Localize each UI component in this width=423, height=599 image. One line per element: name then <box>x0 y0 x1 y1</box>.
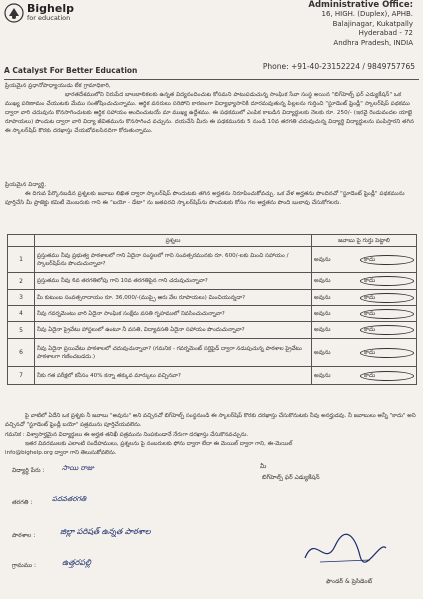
brand-name: Bighelp <box>27 2 74 15</box>
question-text: ప్రస్తుతము నీవు 6వ తరగతిలోపు గాని 10వ తరగతిపైన గాని చదువుచున్నావా? <box>35 273 312 290</box>
student-name-value[interactable]: సాయి రాజు <box>62 464 94 472</box>
answer-cell <box>312 247 417 273</box>
bighelp-logo-icon <box>4 3 24 23</box>
question-text: మీ కుటుంబ సంవత్సరాదాయం రూ. 36,000/-(ముప్పై ఆరు వేల రూపాయలు) మించియున్నదా? <box>35 290 312 306</box>
table-header-row <box>8 235 417 247</box>
answer-yes[interactable]: అవును <box>314 327 331 333</box>
office-line: 16, HIGH. (Duplex), APHB. <box>321 10 413 19</box>
salutation-student: ప్రియమైన విద్యార్థి, <box>5 182 47 188</box>
table-row <box>8 290 417 306</box>
answer-yes[interactable]: అవును <box>314 310 331 317</box>
office-address <box>263 1 413 48</box>
handwritten-signature-icon <box>300 528 390 570</box>
answer-no-circled[interactable]: కాదు <box>360 276 414 286</box>
answer-yes[interactable]: అవును <box>314 294 331 301</box>
table-row <box>8 322 417 339</box>
column-header-questions: ప్రశ్నలు <box>35 235 312 247</box>
answer-no-circled[interactable]: కాదు <box>360 325 414 335</box>
question-text: నీవు ఏదైనా ప్రయివేటు పాఠశాలలో చదువుచున్నావా? (గమనిక - గవర్నమెంట్ సర్టిఫైడ్ ద్వారా నడుపుచున్న పాఠశాల ప్రైవేటు పాఠశాలగా గణించబడదు.) <box>35 339 312 367</box>
answer-no-circled[interactable]: కాదు <box>360 371 414 381</box>
village-value[interactable]: ఉత్తరపల్లి <box>62 558 91 567</box>
question-text: నీకు గత పరీక్షలో కనీసం 40% కన్నా తక్కువ మార్కులు వచ్చినవా? <box>35 367 312 385</box>
answer-cell <box>312 322 417 339</box>
footer-contact: ఇతర వివరములకు ఎలాంటి సందేహములు, ప్రశ్నలను పై నంబరులకు ఫోను ద్వారా లేదా ఈ మెయిల్ ద్వారా గాని, ఈ-మెయిల్ <box>25 441 293 447</box>
table-row <box>8 306 417 322</box>
answer-no-circled[interactable]: కాదు <box>360 255 414 265</box>
row-number: 4 <box>8 306 35 322</box>
row-number: 7 <box>8 367 35 385</box>
signature-org: బిగ్‌హెల్ప్ ఫర్ ఎడ్యుకేషన్ <box>262 474 320 481</box>
header-divider <box>4 79 419 80</box>
class-label: తరగతి : <box>12 499 33 506</box>
brand-subtitle: for education <box>27 14 71 22</box>
row-number: 1 <box>8 247 35 273</box>
answer-cell <box>312 339 417 367</box>
answer-cell <box>312 273 417 290</box>
answer-cell <box>312 306 417 322</box>
answer-yes[interactable]: అవును <box>314 256 331 263</box>
letter-section-student <box>5 181 417 208</box>
office-line: Hyderabad - 72 <box>358 29 413 38</box>
question-text: నీవు ఏదైనా ప్రైవేటు హాస్టలులో ఉంటూ నీ వసతి, విద్యావసతి ఏదైనా సహాయం పొందుచున్నావా? <box>35 322 312 339</box>
office-title: Administrative Office: <box>308 0 413 10</box>
column-header-answer: జవాబు పై గుర్తు పెట్టాలి <box>312 235 417 247</box>
school-value[interactable]: జిల్లా పరిషత్ ఉన్నత పాఠశాల <box>60 527 151 536</box>
salutation-headmaster: ప్రియమైన ప్రధానోపాధ్యాయుడు లేక గ్రామాధికారి, <box>5 83 111 89</box>
table-row <box>8 247 417 273</box>
signature-greeting: మీ <box>260 463 267 470</box>
answer-no-circled[interactable]: కాదు <box>360 309 414 319</box>
office-line: Andhra Pradesh, INDIA <box>333 38 413 47</box>
table-row <box>8 367 417 385</box>
signature-title: ఫౌండర్ & ప్రెసిడెంట్ <box>326 578 373 585</box>
answer-yes[interactable]: అవును <box>314 278 331 284</box>
class-value[interactable]: పదవతరగతి <box>52 495 87 503</box>
answer-cell <box>312 367 417 385</box>
student-name-label: విద్యార్థి పేరు : <box>12 467 45 474</box>
row-number: 6 <box>8 339 35 367</box>
question-text: ప్రస్తుతము నీవు ప్రభుత్వ పాఠశాలలో గాని ఏదైనా సంస్థలలో గాని సంవత్సరమునకు రూ. 600/-లకు మించి సహాయం / స్కాలర్‌షిప్‌ను పొందుచున్నావా? <box>35 247 312 273</box>
office-phone: Phone: +91-40-23152224 / 9849757765 <box>262 62 415 71</box>
row-number: 3 <box>8 290 35 306</box>
eligibility-table <box>7 234 417 385</box>
office-line: Balajinagar, Kukatpally <box>332 19 413 28</box>
question-text: నీవు గవర్నమెంటు వారి ఏదైనా సాంఘిక సంక్షేమ వసతి గృహములో నివసించుచున్నావా? <box>35 306 312 322</box>
answer-no-circled[interactable]: కాదు <box>360 348 414 358</box>
footer-note: గమనిక : విశ్వాసార్హమైన విద్యార్థులు ఈ అర్హత తనిఖీ పత్రమును నింపకుండానే నేరుగా దరఖాస్తు చేసుకొనవచ్చును. <box>5 432 249 438</box>
answer-no-circled[interactable]: కాదు <box>360 293 414 303</box>
table-row <box>8 339 417 367</box>
footer-paragraph: పై వాటిలో ఏదేని ఒక ప్రశ్నకు నీ జవాబు "అవును" అని వచ్చినచో బిగ్‌హెల్ప్ సంస్థనుండి ఈ స్కాలర్‌షిప్ కొరకు దరఖాస్తు చేసుకొనుటకు నీవు అనర్హుడవు. నీ జవాబులు అన్నీ "కాదు" అని వచ్చినచో "స్టూడెంట్ ఫ్రెండ్లీ బయో" పత్రమును పూర్తిచేయవలెను. <box>5 413 416 428</box>
answer-cell <box>312 290 417 306</box>
tagline: A Catalyst For Better Education <box>4 66 138 75</box>
school-label: పాఠశాల : <box>12 532 36 539</box>
table-row <box>8 273 417 290</box>
paragraph-instructions: ఈ దిగువ పేర్కొనబడిన ప్రశ్నలకు జవాబు లిఖిత ద్వారా స్కాలర్‌షిప్ పొందుటకు తగిన అర్హతను నిరూపించుకోవచ్చు. ఒక వేళ అర్హతను పొందినచో "స్టూడెంట్ ఫ్రెండ్లీ" పథకమును పూర్తిచేసి మీ ప్రాజెక్టు కమిటీ మెంబరుకు గాని ఈ "బయో - డేటా" ను జతపరచి స్కాలర్‌షిప్‌ను పొందుటకు కోసం గల అర్హతను పొంది బులావు చేసుకోగలరు. <box>5 191 405 207</box>
row-number: 5 <box>8 322 35 339</box>
footer-email: info@bighelp.org ద్వారా గాని తెలుసుకోవలెను. <box>5 450 117 456</box>
answer-yes[interactable]: అవును <box>314 372 331 379</box>
paragraph-intro: భారతదేశములోని నిరుపేద బాలబాలికలకు ఉన్నత విద్యనందించుట కోసమని పాటుపడుచున్న సాంఘిక సేవా సంస్థ అయిన "బిగ్‌హెల్ప్ ఫర్ ఎడ్యుకేషన్" ఒక ముఖ్య పరిణామం చేయుటకు మేము సంతోషించుచున్నాము. ఆర్థిక వనరులు సరిపోని కారణంగా విద్యాభ్యాసానికి దూరమవుతున్న పిల్లలను గుర్తించి "స్టూడెంట్ ఫ్రెండ్లీ" స్కాలర్‌షిప్ పథకము ద్వారా వారి చదువును కొనసాగించుటకు ఆర్థిక సహాయం అందించుటయే మా ముఖ్య ఉద్దేశము. ఈ పథకములో ఎంపిక కాబడిన విద్యార్థులకు నెలకు రూ. 250/- (ఇరవై రెండువందల యాభై రూపాయలు) పొందుట ద్వారా వారి విద్యా జీవితమును కొనసాగించ వచ్చును. దయచేసి మీరు ఈ పథకమునకు 5 నుండి 10వ తరగతి చదువుచున్న విద్యార్థి విద్యార్థులను పంపిస్తారని తగిన ఈ స్కాలర్‌షిప్ కొరకు దరఖాస్తు చేయబోవలసినదిగా కోరుతున్నాము. <box>5 92 414 135</box>
village-label: గ్రామము : <box>12 562 37 569</box>
letter-section-headmaster <box>5 82 417 137</box>
row-number: 2 <box>8 273 35 290</box>
answer-yes[interactable]: అవును <box>314 349 331 356</box>
